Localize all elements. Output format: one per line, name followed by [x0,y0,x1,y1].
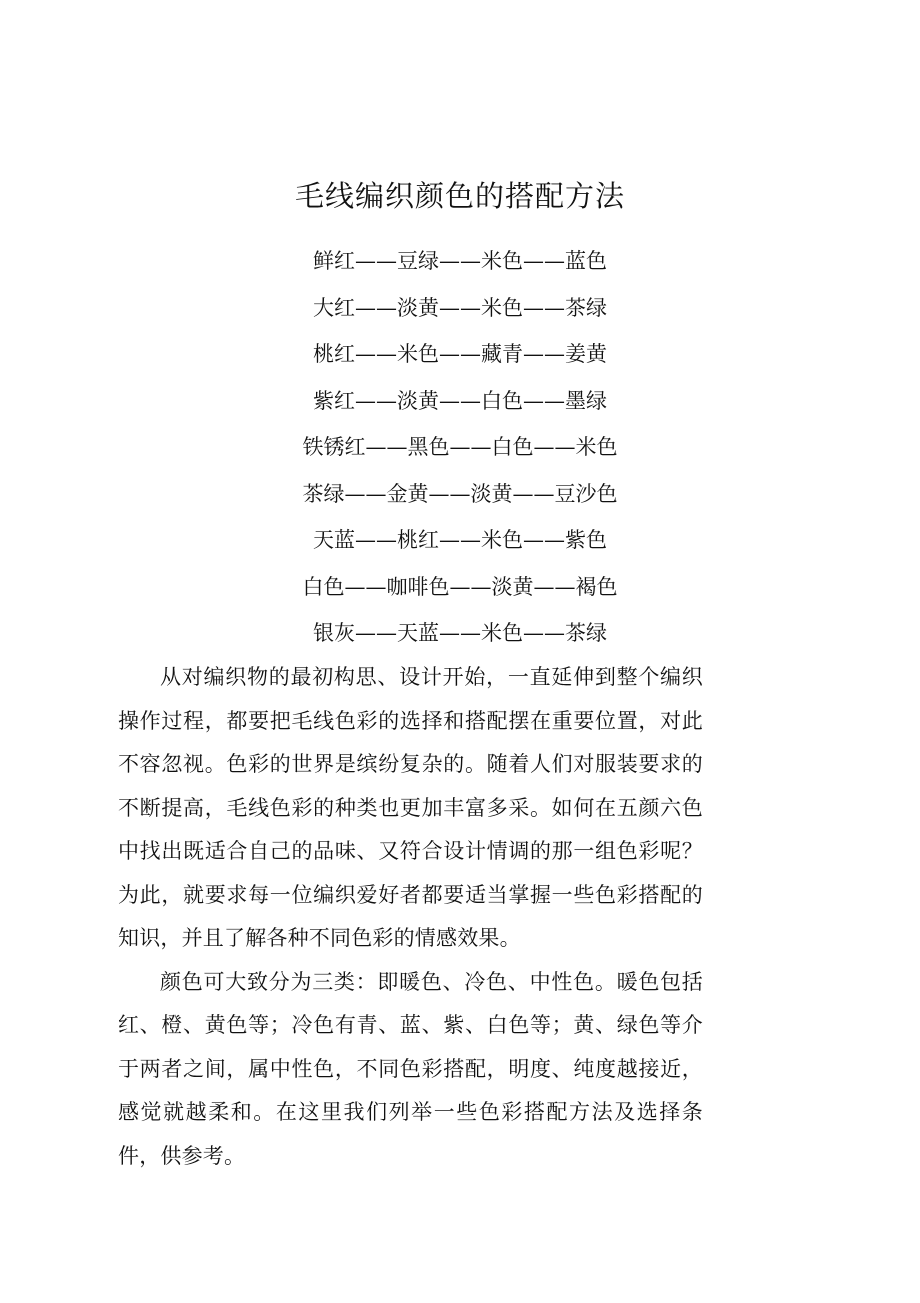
color-combination-item: 茶绿——金黄——淡黄——豆沙色 [302,481,618,506]
color-combination-item: 紫红——淡黄——白色——墨绿 [313,388,607,413]
color-combination-item: 铁锈红——黑色——白色——米色 [302,435,618,459]
color-combination-item: 白色——咖啡色——淡黄——褐色 [302,574,618,599]
color-combination-list [0,238,920,657]
color-combination-item: 银灰——天蓝——米色——茶绿 [313,621,607,645]
color-combination-item: 大红——淡黄——米色——茶绿 [313,295,607,320]
document-title: 毛线编织颜色的搭配方法 [294,179,625,213]
body-paragraph: 颜色可大致分为三类：即暖色、冷色、中性色。暖色包括红、橙、黄色等；冷色有青、蓝、紫、白色等；黄、绿色等介于两者之间，属中性色，不同色彩搭配，明度、纯度越接近，感觉就越柔和。在这里我们列举一些色彩搭配方法及选择条件，供参考。 [118,969,703,1168]
body-text [118,656,703,1178]
body-paragraph: 从对编织物的最初构思、设计开始，一直延伸到整个编织操作过程，都要把毛线色彩的选择和搭配摆在重要位置，对此不容忽视。色彩的世界是缤纷复杂的。随着人们对服装要求的不断提高，毛线色彩的种类也更加丰富多采。如何在五颜六色中找出既适合自己的品味、又符合设计情调的那一组色彩呢？为此，就要求每一位编织爱好者都要适当掌握一些色彩搭配的知识，并且了解各种不同色彩的情感效果。 [118,665,703,950]
color-combination-item: 鲜红——豆绿——米色——蓝色 [313,249,607,273]
color-combination-item: 天蓝——桃红——米色——紫色 [313,528,607,552]
color-combination-item: 桃红——米色——藏青——姜黄 [313,342,607,366]
